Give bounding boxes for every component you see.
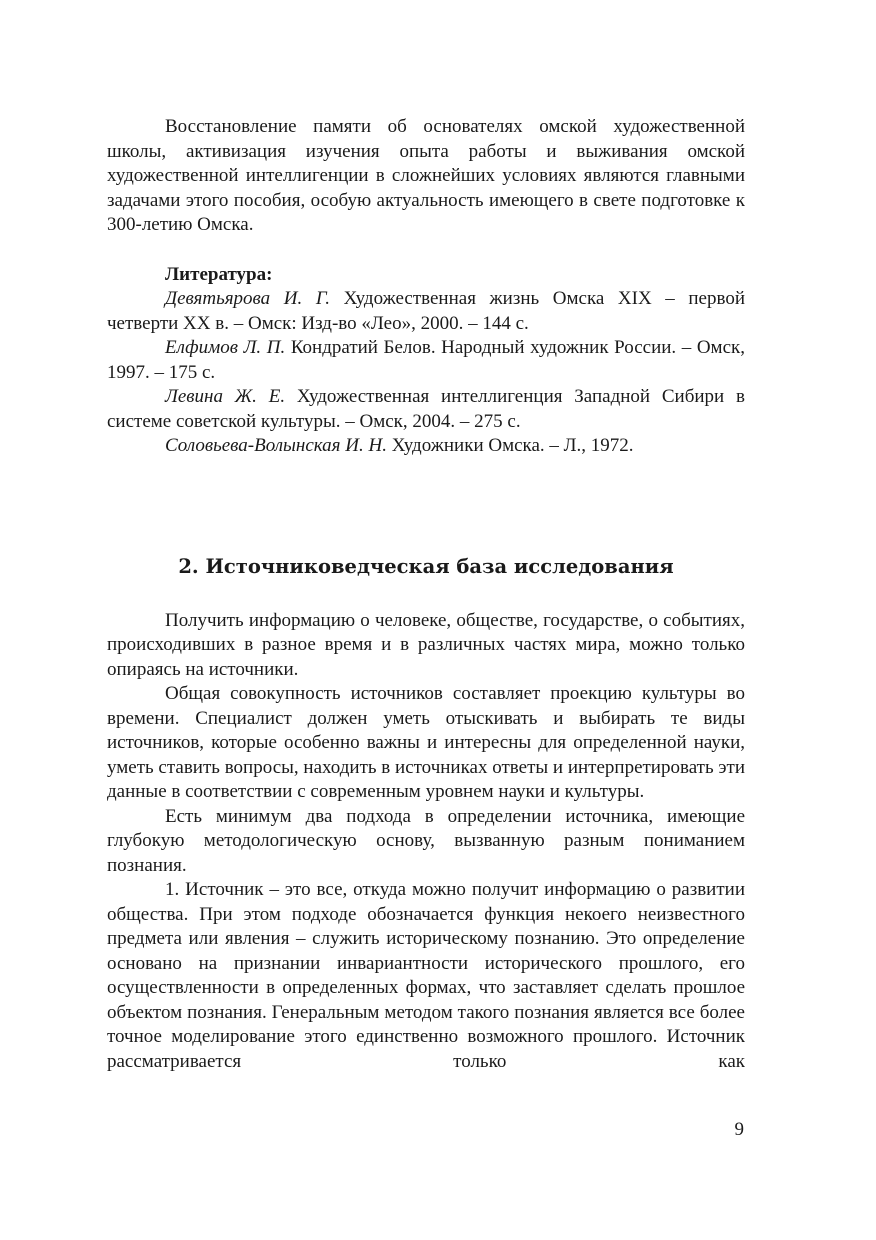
intro-paragraph: Восстановление памяти об основателях омской художественной школы, активизация изучения опыта работы и выживания омской художественной интеллигенции в сложнейших условиях являются главными задачами этого пособия, особую актуальность имеющего в свете подготовке к 300-летию Омска. bbox=[107, 116, 745, 235]
literature-text: Художники Омска. – Л., 1972. bbox=[386, 435, 634, 456]
section-paragraph: Есть минимум два подхода в определении источника, имеющие глубокую методологическую основу, вызванную разным пониманием познания. bbox=[107, 805, 745, 876]
literature-entry bbox=[107, 385, 745, 434]
literature-entry bbox=[107, 287, 745, 336]
literature-entry bbox=[107, 336, 745, 385]
section-paragraph: 1. Источник – это все, откуда можно получит информацию о развитии общества. При этом подходе обозначается функция некоего неизвестного предмета или явления – служить историческому познанию. Это определение основано на признании инвариантности исторического прошлого, его осуществленности в определенных формах, что заставляет сделать прошлое объектом познания. Генеральным методом такого познания является все более точное моделирование этого единственно возможного прошлого. Источник рассматривается только как bbox=[107, 879, 745, 1072]
literature-text: Художественная интеллигенция Западной Сибири в системе советской культуры. – Омск, 2004. – 275 с. bbox=[107, 386, 746, 432]
section-paragraph: Общая совокупность источников составляет проекцию культуры во времени. Специалист должен уметь отыскивать и выбирать те виды источников, которые особенно важны и интересны для определенной науки, уметь ставить вопросы, находить в источниках ответы и интерпретировать эти данные в соответствии с современным уровнем науки и культуры. bbox=[107, 683, 745, 802]
literature-author: Девятьярова И. Г. bbox=[165, 288, 330, 309]
literature-author: Левина Ж. Е. bbox=[165, 386, 286, 407]
literature-entry bbox=[107, 434, 745, 459]
section-paragraph: Получить информацию о человеке, обществе, государстве, о событиях, происходивших в разное время и в различных частях мира, можно только опираясь на источники. bbox=[107, 609, 745, 680]
literature-text: Кондратий Белов. Народный художник России. – Омск, 1997. – 175 с. bbox=[107, 337, 745, 383]
section-title: 2. Источниковедческая база исследования bbox=[178, 554, 674, 578]
page-body bbox=[107, 115, 745, 1074]
literature-author: Соловьева-Волынская И. Н. bbox=[165, 435, 387, 456]
literature-text: Художественная жизнь Омска XIX – первой четверти XX в. – Омск: Изд-во «Лео», 2000. – 144 с. bbox=[107, 288, 745, 334]
page-number: 9 bbox=[734, 1119, 744, 1140]
literature-author: Елфимов Л. П. bbox=[165, 337, 286, 358]
literature-heading: Литература: bbox=[165, 263, 273, 285]
